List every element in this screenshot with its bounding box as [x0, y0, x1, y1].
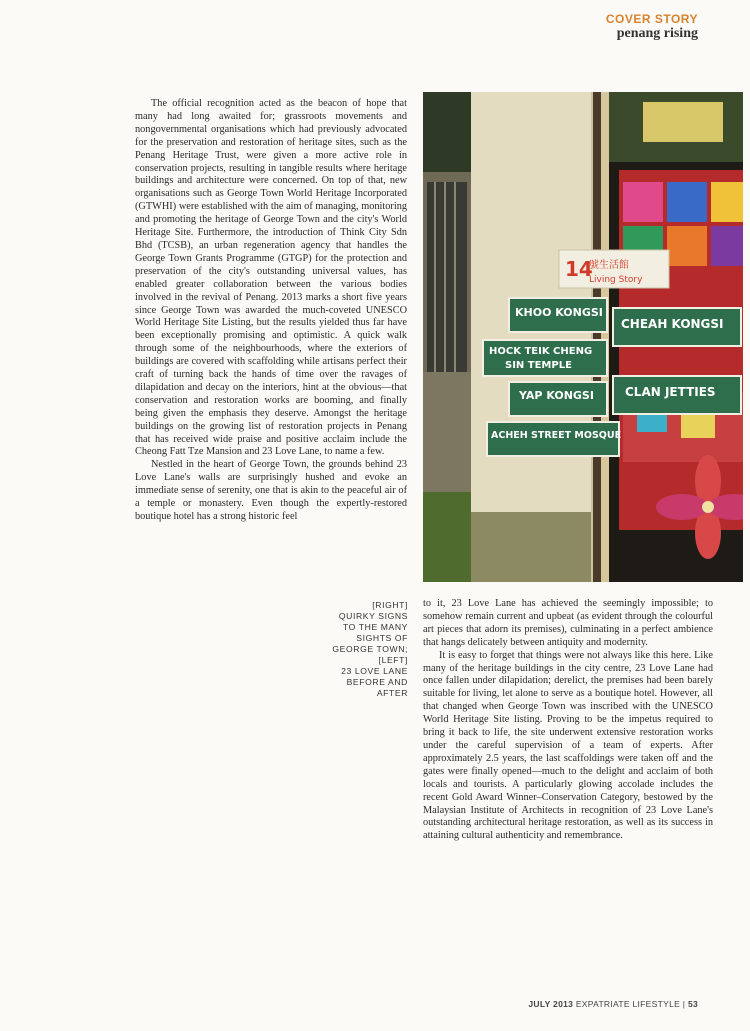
- paragraph: It is easy to forget that things were not always like this here. Like many of the heritage buildings in the city centre, 23 Love Lane had once fallen under dilapidation; derelict, the premises had been barely suitable for living, let alone to serve as a boutique hotel. However, all that changed when George Town was inscribed with the UNESCO World Heritage Site listing. Proving to be the impetus required to bring it back to life, the site underwent extensive restoration works under the careful supervision of a team of experts. After approximately 2.5 years, the last scaffoldings were taken off and the gates were finally opened—much to the delight and acclaim of both locals and tourists. A particularly glowing accolade includes the recent Gold Award Winner–Conservation Category, bestowed by the Malaysian Institute of Architects in recognition of 23 Love Lane's outstanding architectural heritage restoration, as well as its success in attaining cultural authenticity and remembrance.: [423, 649, 713, 842]
- story-subtitle: penang rising: [616, 26, 698, 41]
- svg-text:SIN TEMPLE: SIN TEMPLE: [505, 360, 572, 371]
- sign-yap-kongsi: [509, 382, 607, 416]
- sign-chinese: 號生活館: [589, 260, 629, 271]
- svg-text:HOCK TEIK CHENG: HOCK TEIK CHENG: [489, 346, 593, 357]
- sign-living-story: Living Story: [589, 275, 643, 285]
- caption-line: SIGHTS OF: [356, 633, 408, 643]
- running-header: [606, 12, 698, 42]
- sign-hock-teik-cheng: [483, 340, 607, 376]
- caption-line: BEFORE AND: [346, 677, 408, 687]
- photo-illustration: [423, 92, 743, 582]
- paragraph: Nestled in the heart of George Town, the grounds behind 23 Love Lane's walls are surprisingly hushed and evoke an immediate sense of serenity, one that is akin to the peaceful air of a temple or monastery. Even though the expertly-restored boutique hotel has a strong historic feel: [135, 459, 407, 522]
- paragraph: to it, 23 Love Lane has achieved the seemingly impossible; to somehow remain current and upbeat (as evident through the colourful art pieces that adorn its premises), culminating in a perfect ambience that hangs delicately between antiquity and modernity.: [423, 598, 713, 648]
- caption-line: 23 LOVE LANE: [341, 666, 408, 676]
- photo-caption: [318, 600, 408, 699]
- caption-line: QUIRKY SIGNS: [338, 611, 408, 621]
- caption-line: [RIGHT]: [372, 600, 408, 610]
- caption-line: GEORGE TOWN;: [332, 644, 408, 654]
- sign-cheah-kongsi: [613, 308, 741, 346]
- magazine-name: EXPATRIATE LIFESTYLE: [575, 999, 681, 1009]
- paragraph: The official recognition acted as the beacon of hope that many had long awaited for; grassroots movements and nongovernmental organisations which had previously advocated for the preservation and restoration of heritage sites, such as the Penang Heritage Trust, were given a more active role in conservation projects, resulting in tangible results where heritage buildings and architecture were concerned. On top of that, new organisations such as George Town World Heritage Incorporated (GTWHI) were established with the aim of managing, monitoring and promoting the heritage of George Town and the city's World Heritage Site. Furthermore, the introduction of Think City Sdn Bhd (TCSB), an urban regeneration agency that handles the George Town Grants Programme (GTGP) for the protection and preservation of the city's outstanding universal values, has enabled greater collaboration between the various bodies involved in the revival of Penang. 2013 marks a short five years since George Town was awarded the much-coveted UNESCO World Heritage Site Listing, but the results yielded thus far have been exceptionally promising and optimistic. A quick walk through some of the neighbourhoods, where the exteriors of buildings are covered with scaffolding while artisans perfect their craft of turning back the hands of time over the ravages of dilapidation and decay on the interiors, hint at the obvious—that conservation and restoration works are booming, and finally being given the emphasis they deserve. Amongst the heritage buildings on the growing list of restoration projects in Penang that has received wide praise and positive acclaim include the Cheong Fatt Tze Mansion and 23 Love Lane, to name a few.: [135, 98, 407, 458]
- photo-quirky-signs: [423, 92, 743, 582]
- svg-text:ACHEH STREET MOSQUE: ACHEH STREET MOSQUE: [491, 430, 622, 441]
- section-label: COVER STORY: [605, 12, 698, 26]
- svg-text:KHOO KONGSI: KHOO KONGSI: [515, 306, 603, 319]
- caption-line: AFTER: [376, 688, 408, 698]
- svg-text:CLAN JETTIES: CLAN JETTIES: [625, 385, 716, 399]
- page-footer: [528, 999, 698, 1009]
- left-column: [135, 98, 407, 524]
- footer-separator: |: [682, 999, 686, 1009]
- sign-clan-jetties: [613, 376, 741, 414]
- caption-line: [LEFT]: [378, 655, 408, 665]
- sign-khoo-kongsi: [509, 298, 607, 332]
- svg-text:YAP KONGSI: YAP KONGSI: [519, 389, 594, 402]
- issue-date: JULY 2013: [528, 999, 574, 1009]
- sign-acheh-street-mosque: [487, 422, 621, 456]
- page-number: 53: [687, 999, 698, 1009]
- right-column: [423, 598, 713, 843]
- caption-line: TO THE MANY: [342, 622, 408, 632]
- svg-text:CHEAH KONGSI: CHEAH KONGSI: [621, 317, 724, 331]
- sign-number: 14: [565, 257, 593, 281]
